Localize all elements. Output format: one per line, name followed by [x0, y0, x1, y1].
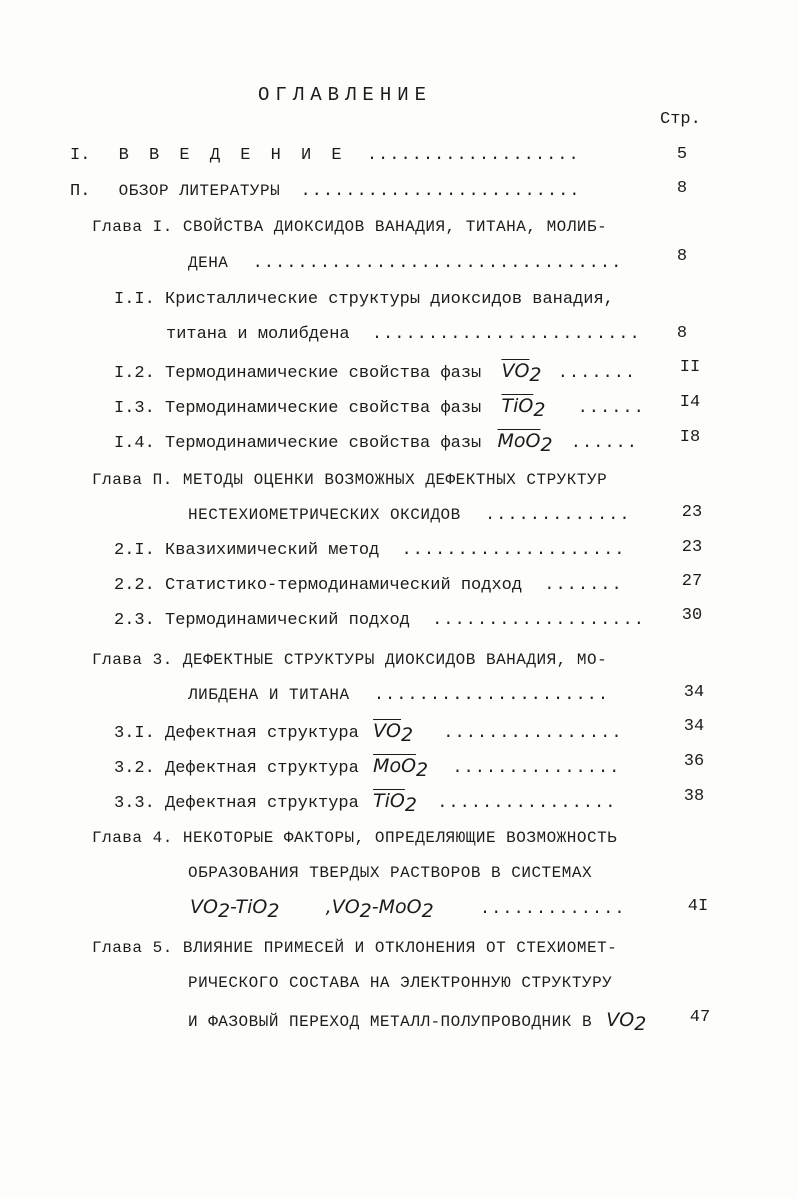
page-number: II [679, 358, 701, 377]
page-number: 4I [687, 897, 709, 916]
toc-section-2-1 [114, 541, 626, 560]
separator: , [325, 896, 332, 918]
formula-subscript: 2 [634, 1013, 647, 1035]
entry-label: 3.I. Дефектная структура [114, 724, 359, 743]
toc-section-3-1 [114, 720, 623, 746]
entry-label: 3.2. Дефектная структура [114, 759, 359, 778]
page-title: ОГЛАВЛЕНИЕ [258, 84, 433, 106]
toc-section-3-2 [114, 755, 620, 781]
page-number: 23 [681, 538, 703, 557]
formula: $\overline{MoO}$ [497, 430, 541, 452]
entry-label: I.2. Термодинамические свойства фазы [114, 364, 482, 383]
entry-label: ОБЗОР ЛИТЕРАТУРЫ [118, 182, 281, 200]
leader-dots: ....... [557, 364, 637, 383]
toc-chapter-5-line3 [188, 1009, 646, 1035]
entry-label: НЕСТЕХИОМЕТРИЧЕСКИХ ОКСИДОВ [188, 506, 461, 524]
toc-section-1-3 [114, 395, 645, 421]
toc-entry-literature-review [70, 182, 580, 201]
toc-section-2-2 [114, 576, 623, 595]
formula-vo2: VO [190, 896, 218, 918]
toc-section-1-1-line1: I.I. Кристаллические структуры диоксидов ванадия, [114, 290, 614, 309]
formula-subscript: 2 [404, 794, 417, 816]
leader-dots: ................... [366, 146, 580, 165]
page-number: 38 [683, 787, 705, 806]
toc-section-1-1-line2 [166, 325, 641, 344]
leader-dots: ...... [577, 399, 645, 418]
formula-subscript: 2 [217, 900, 231, 922]
formula-subscript: 2 [359, 900, 372, 922]
formula-subscript: 2 [540, 434, 553, 456]
toc-chapter-1-line1: Глава I. СВОЙСТВА ДИОКСИДОВ ВАНАДИЯ, ТИТАНА, МОЛИБ- [92, 218, 608, 236]
toc-section-2-3 [114, 611, 645, 630]
formula-subscript: 2 [529, 364, 542, 386]
page-number: 27 [681, 572, 703, 591]
page-number: I4 [679, 393, 701, 412]
formula-subscript: 2 [421, 900, 434, 922]
entry-label: ЛИБДЕНА И ТИТАНА [188, 686, 350, 704]
entry-number: П. [70, 182, 91, 201]
toc-chapter-2-line1: Глава П. МЕТОДЫ ОЦЕНКИ ВОЗМОЖНЫХ ДЕФЕКТНЫХ СТРУКТУР [92, 471, 608, 489]
formula: $\overline{TiO}$ [501, 395, 534, 417]
formula-vo2: VO [331, 896, 360, 918]
leader-dots: ................................. [252, 254, 623, 273]
toc-chapter-3-line2 [188, 686, 609, 705]
leader-dots: ..................... [373, 686, 610, 705]
toc-chapter-2-line2 [188, 506, 631, 525]
formula-subscript: 2 [416, 759, 429, 781]
leader-dots: ........................ [371, 325, 641, 344]
toc-chapter-3-line1: Глава 3. ДЕФЕКТНЫЕ СТРУКТУРЫ ДИОКСИДОВ ВАНАДИЯ, МО- [92, 651, 608, 669]
page-number: 8 [676, 247, 688, 266]
entry-label: 2.2. Статистико-термодинамический подход [114, 576, 523, 595]
page-number: 8 [676, 324, 688, 343]
formula: $\overline{MoO}$ [373, 755, 417, 777]
toc-entry-introduction [70, 146, 580, 165]
toc-section-3-3 [114, 790, 616, 816]
toc-chapter-5-line2: РИЧЕСКОГО СОСТАВА НА ЭЛЕКТРОННУЮ СТРУКТУРУ [188, 974, 613, 992]
toc-section-1-2 [114, 360, 636, 386]
toc-chapter-4-line1: Глава 4. НЕКОТОРЫЕ ФАКТОРЫ, ОПРЕДЕЛЯЮЩИЕ ВОЗМОЖНОСТЬ [92, 829, 618, 847]
entry-label: 2.3. Термодинамический подход [114, 611, 410, 630]
page-number: 30 [681, 606, 703, 625]
toc-chapter-4-line2: ОБРАЗОВАНИЯ ТВЕРДЫХ РАСТВОРОВ В СИСТЕМАХ [188, 864, 593, 882]
leader-dots: ....... [544, 576, 623, 595]
entry-number: I. [70, 146, 91, 165]
leader-dots: ................... [432, 611, 645, 630]
entry-label: В В Е Д Е Н И Е [118, 146, 347, 165]
leader-dots: ......................... [300, 182, 581, 201]
leader-dots: ...... [570, 434, 638, 453]
entry-label: И ФАЗОВЫЙ ПЕРЕХОД МЕТАЛЛ-ПОЛУПРОВОДНИК В [188, 1013, 593, 1031]
page-number: 34 [683, 683, 705, 702]
leader-dots: ............... [452, 759, 621, 778]
toc-chapter-5-line1: Глава 5. ВЛИЯНИЕ ПРИМЕСЕЙ И ОТКЛОНЕНИЯ ОТ СТЕХИОМЕТ- [92, 939, 618, 957]
page-number: 47 [689, 1008, 711, 1027]
page-number: 5 [676, 145, 688, 164]
entry-label: 2.I. Квазихимический метод [114, 541, 380, 560]
formula-moo2: -MoO [371, 896, 422, 918]
toc-chapter-4-line3 [190, 896, 626, 922]
formula-subscript: 2 [267, 900, 280, 922]
leader-dots: ............. [484, 506, 631, 525]
entry-label: I.4. Термодинамические свойства фазы [114, 434, 482, 453]
formula: $\overline{VO}$ [373, 720, 401, 742]
formula: $\overline{TiO}$ [373, 790, 405, 812]
leader-dots: ................ [437, 794, 617, 813]
formula-subscript: 2 [401, 724, 414, 746]
page-number: I8 [679, 428, 701, 447]
entry-label: I.3. Термодинамические свойства фазы [114, 399, 482, 418]
formula-subscript: 2 [533, 399, 546, 421]
entry-label: титана и молибдена [166, 325, 350, 344]
formula: $\overline{VO}$ [501, 360, 530, 382]
toc-section-1-4 [114, 430, 638, 456]
page-column-header: Стр. [660, 110, 701, 129]
leader-dots: ............. [479, 900, 626, 919]
entry-label: ДЕНА [188, 254, 229, 272]
formula: VO [606, 1009, 635, 1031]
page-number: 34 [683, 717, 705, 736]
leader-dots: .................... [401, 541, 626, 560]
page-number: 23 [681, 503, 703, 522]
toc-chapter-1-line2 [188, 254, 622, 273]
entry-label: 3.3. Дефектная структура [114, 794, 359, 813]
page-number: 36 [683, 752, 705, 771]
leader-dots: ................ [443, 724, 623, 743]
formula-tio2: -TiO [230, 896, 268, 918]
page-number: 8 [676, 179, 688, 198]
